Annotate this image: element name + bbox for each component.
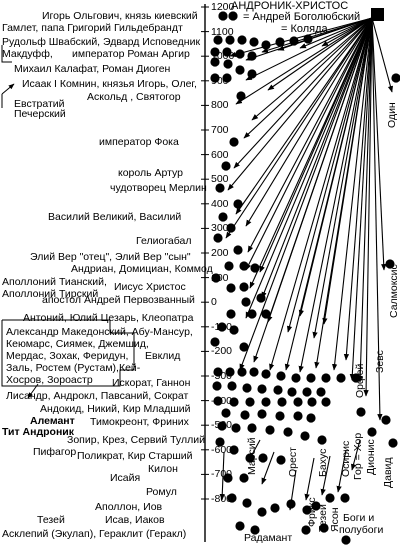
label-makduff: Макдуфф, — [2, 48, 53, 60]
personality-dot — [276, 455, 285, 464]
personality-dot — [258, 453, 267, 462]
mapping-arrow — [306, 458, 314, 500]
personality-dot — [233, 199, 242, 208]
label-zopir: Зопир, Крез, Сервий Туллий — [67, 434, 205, 446]
personality-dot — [218, 212, 227, 221]
label-isaac: Исаак I Комнин, князья Игорь, Олег, — [22, 78, 197, 90]
label-tezey: Тезей — [37, 514, 65, 526]
mapping-arrow — [228, 18, 372, 190]
label-friks: Фрикс — [306, 497, 318, 527]
personality-dot — [235, 49, 244, 58]
personality-dot — [356, 407, 365, 416]
personality-dot — [289, 36, 298, 45]
axis-tick-label: 700 — [211, 124, 229, 136]
label-yason: Ясон — [329, 507, 341, 532]
label-orpheus: Орфей — [354, 363, 366, 398]
label-andrew: апостол Андрей Первозванный — [42, 294, 195, 306]
personality-dot — [239, 261, 248, 270]
personality-dot — [302, 387, 311, 396]
label-apollonius-tyanian: Аполлоний Тианский, — [2, 276, 107, 288]
label-antony: Антоний, Юлий Цезарь, Клеопатра — [23, 312, 194, 324]
personality-dot — [317, 435, 326, 444]
personality-dot — [287, 387, 296, 396]
personality-dot — [231, 423, 240, 432]
label-euclid: Евклид — [145, 350, 181, 362]
label-merdas: Мердас, Зохак, Феридун, — [6, 350, 129, 362]
label-gods-2: полубоги — [339, 524, 384, 536]
personality-dot — [257, 409, 266, 418]
label-apollonius-tyrian: Аполлоний Тирский — [2, 288, 99, 300]
axis-tick-label: -700 — [211, 468, 233, 481]
personality-dot — [306, 373, 315, 382]
axis-tick-label: -100 — [211, 320, 233, 333]
label-andrian: Андриан, Домициан, Коммод — [71, 263, 213, 275]
label-igor: Игорь Ольгович, князь киевский — [42, 10, 198, 22]
personality-dot — [224, 261, 233, 270]
personality-dot — [257, 384, 266, 393]
personality-dot — [247, 51, 256, 60]
label-asclepius: Асклепий (Экулап), Гераклит (Геракл) — [2, 528, 187, 540]
personality-dot — [388, 438, 397, 447]
personality-dot — [221, 408, 230, 417]
personality-dot — [261, 309, 270, 318]
personality-dot — [236, 91, 245, 100]
label-iskorat: Искорат, Ганнон — [112, 377, 191, 389]
label-khosrov: Хосров, Зороастр — [6, 374, 93, 386]
personality-dot — [237, 35, 246, 44]
personality-dot — [303, 34, 312, 43]
mapping-arrow — [246, 18, 372, 270]
label-isaiah: Исайя — [110, 472, 141, 484]
personality-dot — [340, 493, 349, 502]
label-zal: Заль, Ростем (Рустам),Кей- — [6, 362, 141, 374]
personality-dot — [321, 397, 330, 406]
personality-dot — [341, 535, 350, 544]
label-foka: император Фока — [99, 136, 179, 148]
personality-dot — [270, 503, 279, 512]
title-line-1: АНДРОНИК-ХРИСТОС — [231, 0, 349, 12]
personality-dot — [235, 521, 244, 530]
label-askold: Аскольд , Святогор — [87, 91, 181, 103]
axis-tick-label: -800 — [211, 493, 233, 505]
label-kilon: Килон — [148, 463, 178, 475]
axis-tick-label: -500 — [211, 419, 233, 432]
personality-dot — [261, 397, 270, 406]
personality-dot — [307, 397, 316, 406]
label-timokreont: Тимокреонт, Фриних — [90, 416, 189, 428]
personality-dot — [325, 493, 334, 502]
personality-dot — [247, 69, 256, 78]
label-marsiy: Марсий — [246, 437, 258, 475]
personality-dot — [233, 245, 242, 254]
personality-dot — [250, 263, 259, 272]
personality-dot — [276, 371, 285, 380]
personality-dot — [273, 385, 282, 394]
personality-dot — [226, 283, 235, 292]
label-orest: Орест — [287, 447, 299, 477]
personality-dot — [226, 309, 235, 318]
personality-dot — [275, 411, 284, 420]
label-roman-argir: император Роман Аргир — [72, 48, 190, 60]
personality-dot — [227, 381, 236, 390]
axis-tick-label: 800 — [211, 99, 229, 112]
mapping-arrow — [240, 18, 372, 370]
label-eliy-ver: Элий Вер "отец", Элий Вер "сын" — [30, 251, 191, 263]
personality-dot — [240, 410, 249, 419]
axis-tick-label: 300 — [211, 222, 229, 235]
title-line-2: = Андрей Боголюбский — [243, 11, 361, 23]
label-dionysus: Дионис — [365, 439, 377, 475]
axis-tick-label: 600 — [211, 148, 229, 161]
label-hamlet: Гамлет, папа Григорий Гильдебрандт — [2, 22, 183, 34]
personality-dot — [261, 369, 270, 378]
axis-tick-label: -200 — [211, 345, 233, 358]
personality-dot — [306, 413, 315, 422]
label-esau: Исав, Иаков — [105, 514, 165, 526]
label-andokid: Андокид, Никий, Кир Младший — [40, 403, 191, 415]
title-line-3: = Коляда — [281, 23, 328, 35]
personality-dot — [275, 37, 284, 46]
personality-dot — [249, 367, 258, 376]
personality-dot — [336, 373, 345, 382]
label-keyumars: Кеюмарс, Сиямек, Джемшид, — [6, 338, 149, 350]
label-bakhus: Бахус — [317, 448, 329, 477]
label-david: Давид — [382, 457, 394, 488]
personality-dot — [256, 293, 265, 302]
axis-tick-label: 200 — [211, 247, 229, 259]
axis-tick-label: -300 — [211, 370, 233, 382]
personality-dot — [247, 309, 256, 318]
personality-dot — [239, 282, 248, 291]
axis-tick-label: 400 — [211, 197, 229, 210]
personality-dot — [277, 397, 286, 406]
label-evstratiy: Евстратий — [14, 98, 65, 110]
personality-dot — [291, 373, 300, 382]
personality-dot — [242, 498, 251, 507]
label-alexander: Александр Македонский, Абу-Мансур, — [6, 326, 193, 338]
personality-dot — [235, 65, 244, 74]
axis-tick-label: 1200 — [211, 1, 235, 13]
axis-tick-label: -600 — [211, 443, 233, 456]
axis-tick-label: 0 — [211, 296, 217, 309]
personality-dot — [316, 387, 325, 396]
label-tezey-right: Тезей — [317, 504, 329, 532]
personality-dot — [212, 381, 221, 390]
personality-dot — [300, 431, 309, 440]
label-merlin: чудотворец Мерлин — [110, 182, 207, 194]
personality-dot — [239, 342, 248, 351]
label-salmoksis: Салмоксис — [388, 264, 400, 318]
axis-tick-label: 100 — [211, 271, 229, 284]
personality-dot — [261, 40, 270, 49]
personality-dot — [241, 297, 250, 306]
personality-dot — [213, 233, 222, 242]
personality-dot — [249, 37, 258, 46]
source-square — [371, 8, 384, 21]
personality-dot — [283, 427, 292, 436]
label-mikhail: Михаил Калафат, Роман Диоген — [14, 63, 171, 75]
personality-dot — [381, 415, 390, 424]
axis-tick-label: -400 — [211, 394, 233, 407]
personality-dot — [242, 383, 251, 392]
label-pythagoras: Пифагор — [33, 446, 77, 458]
personality-dot — [229, 137, 238, 146]
label-tit-andronik: Тит Андроник — [2, 426, 74, 438]
axis-tick-label: 1100 — [211, 25, 234, 38]
label-zeus: Зевс — [374, 350, 386, 373]
personality-dot — [247, 423, 256, 432]
personality-dot — [245, 397, 254, 406]
personality-dot — [367, 427, 376, 436]
personality-dot — [293, 397, 302, 406]
label-jesus: Иисус Христос — [114, 281, 186, 293]
label-alemant: Алемант — [30, 415, 75, 427]
label-polikrat: Поликрат, Кир Старший — [77, 450, 193, 462]
label-geliogabal: Гелиогабал — [136, 235, 192, 247]
label-pechersky: Печерский — [14, 108, 66, 120]
mapping-arrow — [270, 18, 372, 370]
personality-dot — [286, 499, 295, 508]
label-odin: Один — [386, 102, 398, 128]
personality-dot — [237, 367, 246, 376]
label-rudolf: Рудольф Швабский, Эдвард Исповедник — [2, 36, 201, 48]
label-vasily: Василий Великий, Василий — [48, 211, 182, 223]
personality-dot — [265, 425, 274, 434]
axis-tick-label: 1000 — [211, 50, 235, 63]
label-apollon: Аполлон, Иов — [95, 501, 163, 513]
label-radamant: Радамант — [244, 532, 293, 544]
personality-dot — [321, 373, 330, 382]
personality-dot — [391, 73, 400, 82]
personality-dot — [293, 411, 302, 420]
axis-tick-label: 900 — [211, 74, 229, 87]
label-arthur: король Артур — [118, 167, 184, 179]
label-lisandr: Лисандр, Андрокл, Павсаний, Сократ — [6, 390, 189, 402]
label-gods-1: Боги и — [343, 512, 375, 524]
label-osiris: Осирис — [340, 440, 352, 477]
axis-tick-label: 500 — [211, 173, 229, 186]
personality-dot — [221, 161, 230, 170]
personality-dot — [257, 507, 266, 516]
label-romulus: Ромул — [146, 486, 177, 498]
label-gor-khor: Гор = Хор — [352, 432, 364, 480]
